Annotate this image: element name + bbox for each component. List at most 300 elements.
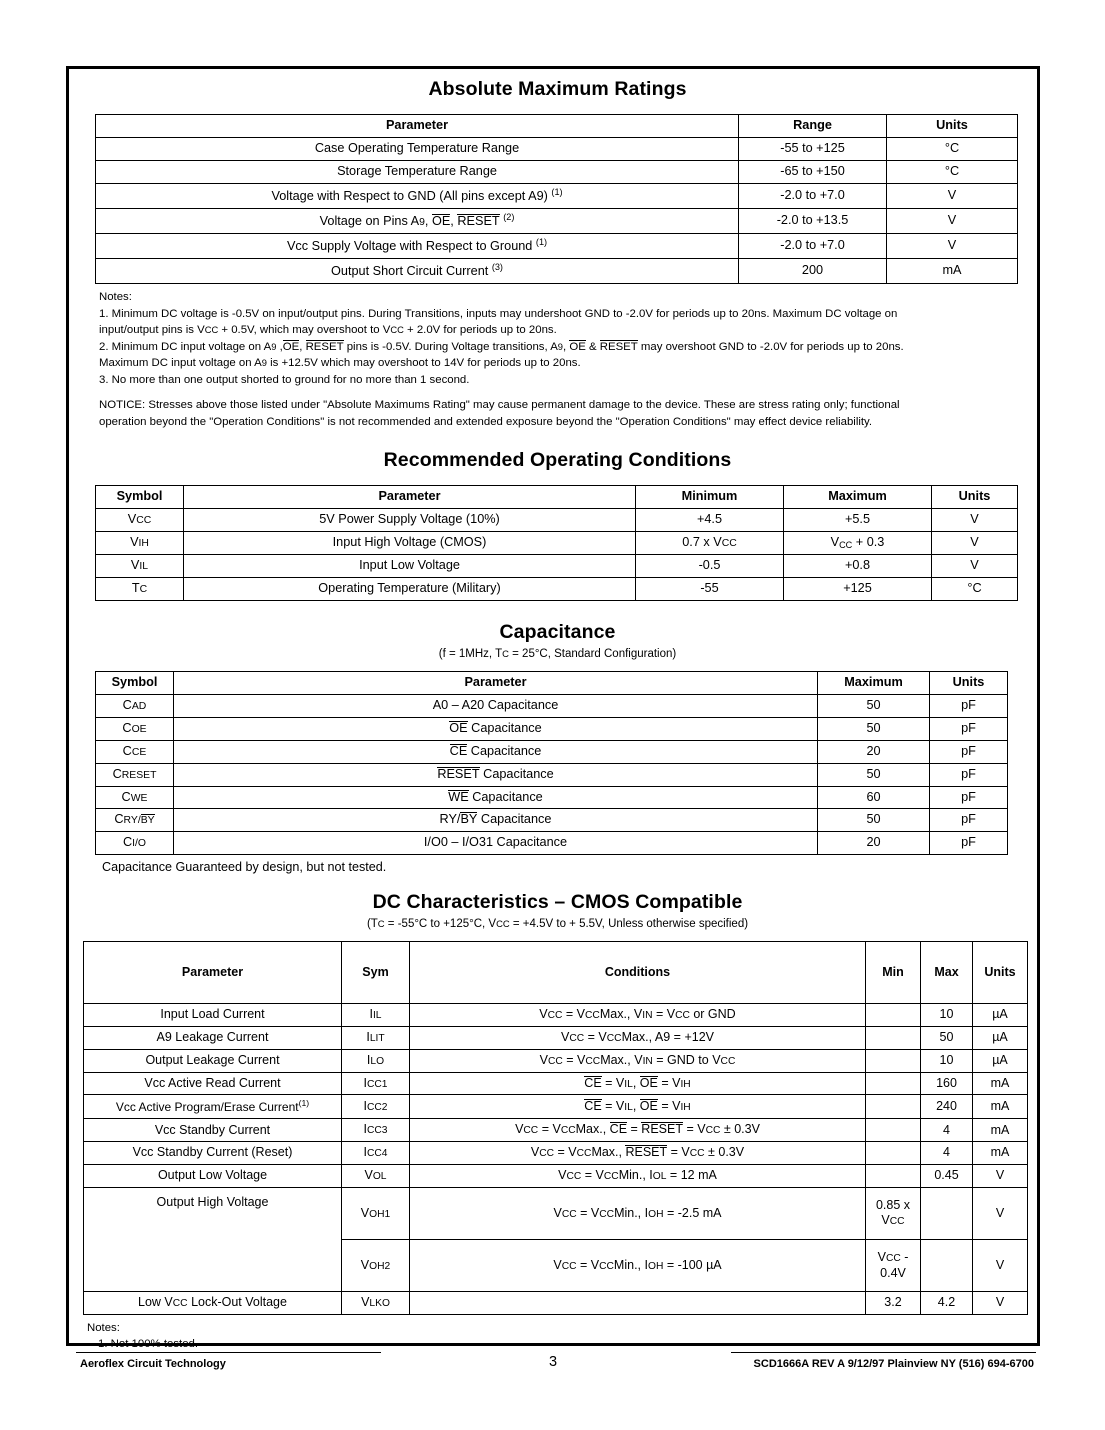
cell-max: 160 bbox=[921, 1072, 973, 1095]
cell-max bbox=[921, 1187, 973, 1239]
table-row bbox=[96, 578, 1018, 601]
sym-sub: CC1 bbox=[366, 1078, 388, 1090]
table-row bbox=[96, 233, 1018, 258]
footer-docref: SCD1666A REV A 9/12/97 Plainview NY (516) 694-6700 bbox=[753, 1358, 1034, 1370]
dc-sub-e: = +4.5V to + 5.5V, Unless otherwise specified) bbox=[509, 918, 749, 931]
cap-sub-c: = 25°C, Standard Configuration) bbox=[508, 648, 677, 661]
dc-sub-c: = -55°C to +125°C, V bbox=[384, 918, 497, 931]
col-parameter: Parameter bbox=[84, 942, 342, 1004]
cell-units: pF bbox=[930, 695, 1008, 718]
cell-units: mA bbox=[973, 1142, 1028, 1165]
cell-units: V bbox=[973, 1291, 1028, 1314]
sym-sub: IL bbox=[372, 1010, 382, 1022]
cell-parameter bbox=[174, 717, 818, 740]
max-post: + 0.3 bbox=[852, 535, 885, 550]
cell-symbol bbox=[96, 695, 174, 718]
cell-units: pF bbox=[930, 717, 1008, 740]
cell-conditions: VCC = VCCMin., IOH = -100 µA bbox=[410, 1239, 866, 1291]
cell-parameter: Input Load Current bbox=[84, 1004, 342, 1027]
cell-units: V bbox=[973, 1187, 1028, 1239]
table-row bbox=[84, 1119, 1028, 1142]
sub-text: CC bbox=[547, 1010, 563, 1022]
sym-sub: IH bbox=[138, 538, 149, 550]
cell-parameter: Output High Voltage bbox=[84, 1187, 342, 1291]
overlined-signal: CE bbox=[609, 1122, 628, 1137]
sym-sub: CC2 bbox=[366, 1102, 388, 1114]
cell-conditions: VCC = VCCMin., IOH = -2.5 mA bbox=[410, 1187, 866, 1239]
cell-symbol bbox=[96, 717, 174, 740]
cell-max: 0.45 bbox=[921, 1165, 973, 1188]
table-row bbox=[84, 1142, 1028, 1165]
cell-symbol bbox=[96, 509, 184, 532]
sub-text: CC bbox=[566, 1171, 582, 1183]
cap-sub-a: (f = 1MHz, T bbox=[438, 648, 503, 661]
cell-conditions: CE = VIL, OE = VIH bbox=[410, 1095, 866, 1119]
sub-text: CC bbox=[689, 1148, 705, 1160]
cap-sub-b: C bbox=[502, 648, 509, 660]
param-pre: Low V bbox=[138, 1294, 173, 1309]
notes-label: Notes: bbox=[99, 291, 132, 304]
cell-units: mA bbox=[973, 1095, 1028, 1119]
param-text: Vcc Supply Voltage with Respect to Ground bbox=[286, 239, 533, 254]
cell-minimum: +4.5 bbox=[636, 509, 784, 532]
cell-parameter: A9 Leakage Current bbox=[84, 1027, 342, 1050]
cell-parameter: I/O0 – I/O31 Capacitance bbox=[174, 832, 818, 855]
col-maximum: Maximum bbox=[784, 486, 932, 509]
col-units: Units bbox=[973, 942, 1028, 1004]
sub-text: IL bbox=[624, 1078, 633, 1090]
sub-text: CC bbox=[603, 1171, 619, 1183]
sym-sub: OL bbox=[372, 1171, 387, 1183]
cell-max: 240 bbox=[921, 1095, 973, 1119]
sym-main: V bbox=[360, 1205, 370, 1220]
cell-symbol bbox=[96, 578, 184, 601]
oe-overline: OE bbox=[431, 213, 451, 228]
cell-range: -65 to +150 bbox=[739, 160, 887, 183]
cell-sym bbox=[342, 1072, 410, 1095]
capacitance-subtitle bbox=[95, 648, 1020, 660]
note-1b-c: + 2.0V for periods up to 20ns. bbox=[403, 324, 557, 337]
sub-text: OH bbox=[648, 1208, 664, 1220]
n2b1: Maximum DC input voltage on A bbox=[99, 357, 262, 370]
sym-main: V bbox=[130, 535, 139, 550]
absolute-maximum-ratings-table bbox=[95, 114, 1018, 284]
cell-units: V bbox=[932, 509, 1018, 532]
cell-maximum: 50 bbox=[818, 717, 930, 740]
cell-parameter: Operating Temperature (Military) bbox=[184, 578, 636, 601]
min-pre: 0.7 x V bbox=[682, 535, 722, 550]
col-units: Units bbox=[932, 486, 1018, 509]
cell-parameter: Storage Temperature Range bbox=[96, 160, 739, 183]
sub-text: CC bbox=[585, 1010, 600, 1022]
sub-text: CC bbox=[561, 1260, 577, 1272]
cell-parameter: Case Operating Temperature Range bbox=[96, 137, 739, 160]
cell-parameter bbox=[174, 763, 818, 786]
cell-units: pF bbox=[930, 809, 1008, 832]
sym-main: I bbox=[363, 1122, 367, 1137]
cell-units: °C bbox=[932, 578, 1018, 601]
cell-maximum: 60 bbox=[818, 786, 930, 809]
roc-title: Recommended Operating Conditions bbox=[383, 449, 732, 472]
cell-maximum: 50 bbox=[818, 695, 930, 718]
by-overline: BY bbox=[460, 812, 478, 827]
cell-maximum bbox=[784, 532, 932, 555]
cell-units: mA bbox=[887, 258, 1018, 283]
cell-units: µA bbox=[973, 1049, 1028, 1072]
cell-sym bbox=[342, 1239, 410, 1291]
sub-text: CC bbox=[585, 1055, 601, 1067]
n2a5: , bbox=[563, 340, 570, 353]
footnote-ref: (1) bbox=[551, 186, 563, 197]
sub-text: IN bbox=[642, 1055, 653, 1067]
cell-minimum bbox=[636, 532, 784, 555]
note-1-line-1: 1. Minimum DC voltage is -0.5V on input/output pins. During Transitions, inputs may undershoot GND to -2.0V for periods up to 20ns. Maximum DC voltage on bbox=[99, 307, 898, 320]
param-text: Voltage with Respect to GND (All pins except A9) bbox=[271, 188, 548, 203]
n2a7: may overshoot GND to -2.0V for periods up to 20ns. bbox=[637, 340, 904, 353]
cell-maximum: +125 bbox=[784, 578, 932, 601]
min-a: V bbox=[877, 1250, 886, 1265]
cell-symbol bbox=[96, 555, 184, 578]
n2a2: , bbox=[276, 340, 283, 353]
cell-max: 50 bbox=[921, 1027, 973, 1050]
sym-main: C bbox=[122, 698, 132, 713]
sub-text: IN bbox=[642, 1010, 653, 1022]
note-2-line-1: 2. Minimum DC input voltage on A9 ,OE, RESET pins is -0.5V. During Voltage transitions, A9, OE & RESET may overshoot GND to -2.0V for periods up to 20ns. bbox=[99, 340, 904, 353]
table-row bbox=[96, 809, 1008, 832]
cell-conditions: VCC = VCCMax., A9 = +12V bbox=[410, 1027, 866, 1050]
cell-parameter: Voltage on Pins A9, OE, RESET $^{(2)}$ bbox=[96, 208, 739, 233]
cell-symbol bbox=[96, 740, 174, 763]
by-overline: BY bbox=[140, 815, 155, 827]
sym-main: C bbox=[112, 766, 122, 781]
cell-units: °C bbox=[887, 160, 1018, 183]
col-range: Range bbox=[739, 115, 887, 138]
cell-max: 10 bbox=[921, 1049, 973, 1072]
cell-units: V bbox=[887, 233, 1018, 258]
cell-parameter: 5V Power Supply Voltage (10%) bbox=[184, 509, 636, 532]
sub-text: CC bbox=[569, 1033, 585, 1045]
sub-text: OL bbox=[652, 1171, 667, 1183]
sym-sub: LKO bbox=[369, 1297, 390, 1309]
cell-units: pF bbox=[930, 740, 1008, 763]
sub-text: IL bbox=[624, 1102, 633, 1114]
table-row bbox=[96, 208, 1018, 233]
sym-sub: CC4 bbox=[366, 1148, 388, 1160]
cell-min bbox=[866, 1072, 921, 1095]
sym-main: V bbox=[127, 512, 137, 527]
cell-conditions: VCC = VCCMax., VIN = GND to VCC bbox=[410, 1049, 866, 1072]
cell-units: V bbox=[932, 532, 1018, 555]
sym-sub: LIT bbox=[369, 1033, 385, 1045]
cell-min bbox=[866, 1119, 921, 1142]
sym-main: C bbox=[114, 812, 124, 827]
cell-symbol bbox=[96, 532, 184, 555]
cell-max bbox=[921, 1239, 973, 1291]
cell-conditions: VCC = VCCMax., VIN = VCC or GND bbox=[410, 1004, 866, 1027]
overlined-signal: OE bbox=[639, 1075, 658, 1090]
sub-text: CC bbox=[547, 1055, 563, 1067]
sym-sub: OE bbox=[131, 723, 147, 735]
cell-range: -2.0 to +7.0 bbox=[739, 183, 887, 208]
note-1b-a: input/output pins is V bbox=[99, 324, 205, 337]
sym-main: C bbox=[121, 789, 131, 804]
table-row bbox=[84, 1291, 1028, 1314]
page-number: 3 bbox=[548, 1354, 558, 1370]
oe-overline: OE bbox=[449, 720, 468, 735]
n2a3: , bbox=[299, 340, 306, 353]
param-text: Vcc Active Program/Erase Current bbox=[115, 1100, 299, 1115]
cell-max: 4.2 bbox=[921, 1291, 973, 1314]
param-pre: RY/ bbox=[439, 812, 461, 827]
param-text: Output Short Circuit Current bbox=[331, 264, 489, 279]
table-row bbox=[96, 763, 1008, 786]
note-1-line-2: input/output pins is VCC + 0.5V, which may overshoot to VCC + 2.0V for periods up to 20ns. bbox=[99, 324, 557, 337]
sub-text: CC bbox=[599, 1208, 615, 1220]
cell-min bbox=[866, 1095, 921, 1119]
cell-min bbox=[866, 1027, 921, 1050]
footer-company: Aeroflex Circuit Technology bbox=[80, 1358, 226, 1370]
table-row bbox=[84, 1049, 1028, 1072]
footnote-ref: (2) bbox=[503, 211, 515, 222]
table-row bbox=[96, 717, 1008, 740]
dc-characteristics-table bbox=[83, 941, 1028, 1315]
note-1: 1. Not 100% tested. bbox=[98, 1338, 199, 1351]
cell-minimum: -0.5 bbox=[636, 555, 784, 578]
sym-sub: OH1 bbox=[369, 1208, 391, 1220]
cell-conditions: VCC = VCCMin., IOL = 12 mA bbox=[410, 1165, 866, 1188]
sym-main: C bbox=[122, 835, 133, 850]
cell-conditions: VCC = VCCMax., RESET = VCC ± 0.3V bbox=[410, 1142, 866, 1165]
cell-conditions bbox=[410, 1291, 866, 1314]
sym-sub: WE bbox=[130, 792, 148, 804]
min-a-post: - bbox=[900, 1250, 909, 1265]
col-minimum: Minimum bbox=[636, 486, 784, 509]
cell-min: 3.2 bbox=[866, 1291, 921, 1314]
sub-text: CC bbox=[720, 1055, 736, 1067]
col-units: Units bbox=[887, 115, 1018, 138]
col-min: Min bbox=[866, 942, 921, 1004]
sym-main: I bbox=[363, 1145, 367, 1160]
sub-text: IH bbox=[680, 1078, 691, 1090]
note-1b-b: + 0.5V, which may overshoot to V bbox=[218, 324, 391, 337]
overlined-signal: CE bbox=[584, 1075, 602, 1090]
footnote-ref: (1) bbox=[298, 1098, 310, 1109]
col-parameter: Parameter bbox=[174, 672, 818, 695]
sub-text: CC bbox=[606, 1033, 622, 1045]
param-text: Capacitance bbox=[468, 789, 543, 804]
col-maximum: Maximum bbox=[818, 672, 930, 695]
cell-parameter: Vcc Standby Current (Reset) bbox=[84, 1142, 342, 1165]
cell-max: 4 bbox=[921, 1142, 973, 1165]
cell-max: 10 bbox=[921, 1004, 973, 1027]
cell-parameter bbox=[96, 183, 739, 208]
table-row bbox=[96, 555, 1018, 578]
sym-main: I bbox=[363, 1099, 367, 1114]
param-text: Capacitance bbox=[467, 743, 542, 758]
cell-units: V bbox=[932, 555, 1018, 578]
notice-line-2: operation beyond the "Operation Conditions" is not recommended and extended exposure beyond the "Operation Conditions" may effect device reliability. bbox=[99, 415, 873, 428]
overlined-signal: RESET bbox=[625, 1145, 668, 1160]
oe-overline: OE bbox=[569, 340, 586, 353]
sym-main: V bbox=[130, 558, 140, 573]
cell-parameter bbox=[174, 740, 818, 763]
param-sub: CC bbox=[172, 1297, 188, 1309]
reset-overline: RESET bbox=[457, 213, 500, 228]
dc-sub-d: CC bbox=[496, 918, 510, 930]
cell-min bbox=[866, 1187, 921, 1239]
cell-units: mA bbox=[973, 1072, 1028, 1095]
sym-main: I bbox=[363, 1075, 367, 1090]
capacitance-footnote: Capacitance Guaranteed by design, but not tested. bbox=[102, 860, 387, 875]
note-3: 3. No more than one output shorted to ground for no more than 1 second. bbox=[99, 373, 470, 386]
cell-parameter bbox=[96, 233, 739, 258]
oe-overline: OE bbox=[282, 340, 300, 353]
sym-main: I bbox=[369, 1007, 373, 1022]
cell-symbol bbox=[96, 763, 174, 786]
sub-text: CC bbox=[599, 1260, 614, 1272]
abs-max-title: Absolute Maximum Ratings bbox=[428, 78, 687, 100]
sub-text: CC bbox=[523, 1125, 539, 1137]
sub-text: OH bbox=[647, 1260, 664, 1272]
cell-maximum: 50 bbox=[818, 809, 930, 832]
cell-symbol bbox=[96, 786, 174, 809]
overlined-signal: CE bbox=[584, 1099, 602, 1114]
table-row bbox=[84, 1095, 1028, 1119]
dc-sub-b: C bbox=[377, 918, 385, 930]
notice-line-1: NOTICE: Stresses above those listed under "Absolute Maximums Rating" may cause permanent damage to the device. These are stress rating only; functional bbox=[99, 399, 900, 412]
cell-sym bbox=[342, 1095, 410, 1119]
sym-sub: RESET bbox=[121, 769, 157, 781]
cell-units: V bbox=[887, 183, 1018, 208]
min-sub: CC bbox=[721, 538, 737, 550]
we-overline: WE bbox=[448, 789, 469, 804]
sym-main: C bbox=[122, 720, 132, 735]
sym-main: C bbox=[122, 743, 132, 758]
param-text: Capacitance bbox=[467, 720, 542, 735]
sym-sub: CC3 bbox=[366, 1125, 388, 1137]
cell-min bbox=[866, 1165, 921, 1188]
n2a4: pins is -0.5V. During Voltage transitions, A bbox=[343, 340, 558, 353]
cell-maximum: 20 bbox=[818, 740, 930, 763]
min-b: V bbox=[881, 1213, 890, 1228]
dc-sub-a: (T bbox=[366, 918, 378, 931]
sub-text: CC bbox=[705, 1125, 721, 1137]
cell-parameter bbox=[174, 786, 818, 809]
sym-sub: LO bbox=[370, 1055, 385, 1067]
footer-rule-right bbox=[731, 1352, 1036, 1353]
cell-parameter: Input High Voltage (CMOS) bbox=[184, 532, 636, 555]
cell-range: -55 to +125 bbox=[739, 137, 887, 160]
cell-parameter bbox=[174, 809, 818, 832]
cell-max: 4 bbox=[921, 1119, 973, 1142]
table-row bbox=[96, 832, 1008, 855]
footer-rule-left bbox=[76, 1352, 381, 1353]
table-row bbox=[84, 1187, 1028, 1239]
abs-max-notes bbox=[99, 289, 1020, 430]
cell-parameter: Vcc Standby Current bbox=[84, 1119, 342, 1142]
table-row bbox=[96, 786, 1008, 809]
reset-overline: RESET bbox=[599, 340, 638, 353]
cell-minimum: -55 bbox=[636, 578, 784, 601]
cell-parameter bbox=[96, 258, 739, 283]
cell-min bbox=[866, 1004, 921, 1027]
table-row bbox=[96, 183, 1018, 208]
capacitance-table bbox=[95, 671, 1008, 855]
note-2-line-2: Maximum DC input voltage on A9 is +12.5V which may overshoot to 14V for periods up to 20ns. bbox=[99, 357, 581, 370]
table-header-row bbox=[96, 115, 1018, 138]
n2a6: & bbox=[585, 340, 600, 353]
cell-min bbox=[866, 1142, 921, 1165]
cell-maximum: 50 bbox=[818, 763, 930, 786]
sym-sub: OH2 bbox=[369, 1260, 391, 1272]
capacitance-title: Capacitance bbox=[499, 621, 616, 644]
table-row bbox=[84, 1004, 1028, 1027]
cell-parameter: Output Low Voltage bbox=[84, 1165, 342, 1188]
table-row bbox=[96, 695, 1008, 718]
max-sub: CC bbox=[839, 540, 853, 551]
param-post: Lock-Out Voltage bbox=[187, 1294, 287, 1309]
min-a: 0.85 x bbox=[875, 1198, 911, 1213]
cell-parameter: Input Low Voltage bbox=[184, 555, 636, 578]
param-text: Capacitance bbox=[479, 766, 554, 781]
cell-units: µA bbox=[973, 1027, 1028, 1050]
cell-units: µA bbox=[973, 1004, 1028, 1027]
col-units: Units bbox=[930, 672, 1008, 695]
cell-sym bbox=[342, 1165, 410, 1188]
overlined-signal: RESET bbox=[641, 1122, 683, 1137]
col-parameter: Parameter bbox=[96, 115, 739, 138]
cell-sym bbox=[342, 1187, 410, 1239]
col-conditions: Conditions bbox=[410, 942, 866, 1004]
sub-text: CC bbox=[675, 1010, 690, 1022]
cell-units: °C bbox=[887, 137, 1018, 160]
dc-subtitle bbox=[95, 918, 1020, 930]
min-a-sub: CC bbox=[885, 1253, 901, 1265]
table-row bbox=[96, 509, 1018, 532]
cell-sym bbox=[342, 1142, 410, 1165]
cell-parameter: A0 – A20 Capacitance bbox=[174, 695, 818, 718]
table-header-row bbox=[96, 672, 1008, 695]
table-row bbox=[96, 532, 1018, 555]
cell-sym bbox=[342, 1027, 410, 1050]
cell-sym bbox=[342, 1291, 410, 1314]
cell-maximum: +0.8 bbox=[784, 555, 932, 578]
cell-sym bbox=[342, 1119, 410, 1142]
n2b2: is +12.5V which may overshoot to 14V for periods up to 20ns. bbox=[266, 357, 581, 370]
cell-parameter: Vcc Active Read Current bbox=[84, 1072, 342, 1095]
cell-units: V bbox=[973, 1165, 1028, 1188]
sym-sub: CC bbox=[136, 515, 152, 527]
cell-maximum: 20 bbox=[818, 832, 930, 855]
table-row bbox=[96, 160, 1018, 183]
footnote-ref: (1) bbox=[535, 236, 548, 247]
ce-overline: CE bbox=[449, 743, 468, 758]
cell-units: mA bbox=[973, 1119, 1028, 1142]
n2a1: 2. Minimum DC input voltage on A bbox=[99, 340, 272, 353]
cell-range: -2.0 to +7.0 bbox=[739, 233, 887, 258]
cell-sym bbox=[342, 1004, 410, 1027]
sym-main: V bbox=[361, 1294, 370, 1309]
max-pre: V bbox=[830, 535, 840, 550]
cell-maximum: +5.5 bbox=[784, 509, 932, 532]
sym-main: V bbox=[364, 1168, 373, 1183]
table-header-row bbox=[96, 486, 1018, 509]
sym-main: I bbox=[366, 1030, 370, 1045]
param-text: Capacitance bbox=[477, 812, 552, 827]
table-header-row bbox=[84, 942, 1028, 1004]
cell-range: -2.0 to +13.5 bbox=[739, 208, 887, 233]
table-row bbox=[84, 1027, 1028, 1050]
